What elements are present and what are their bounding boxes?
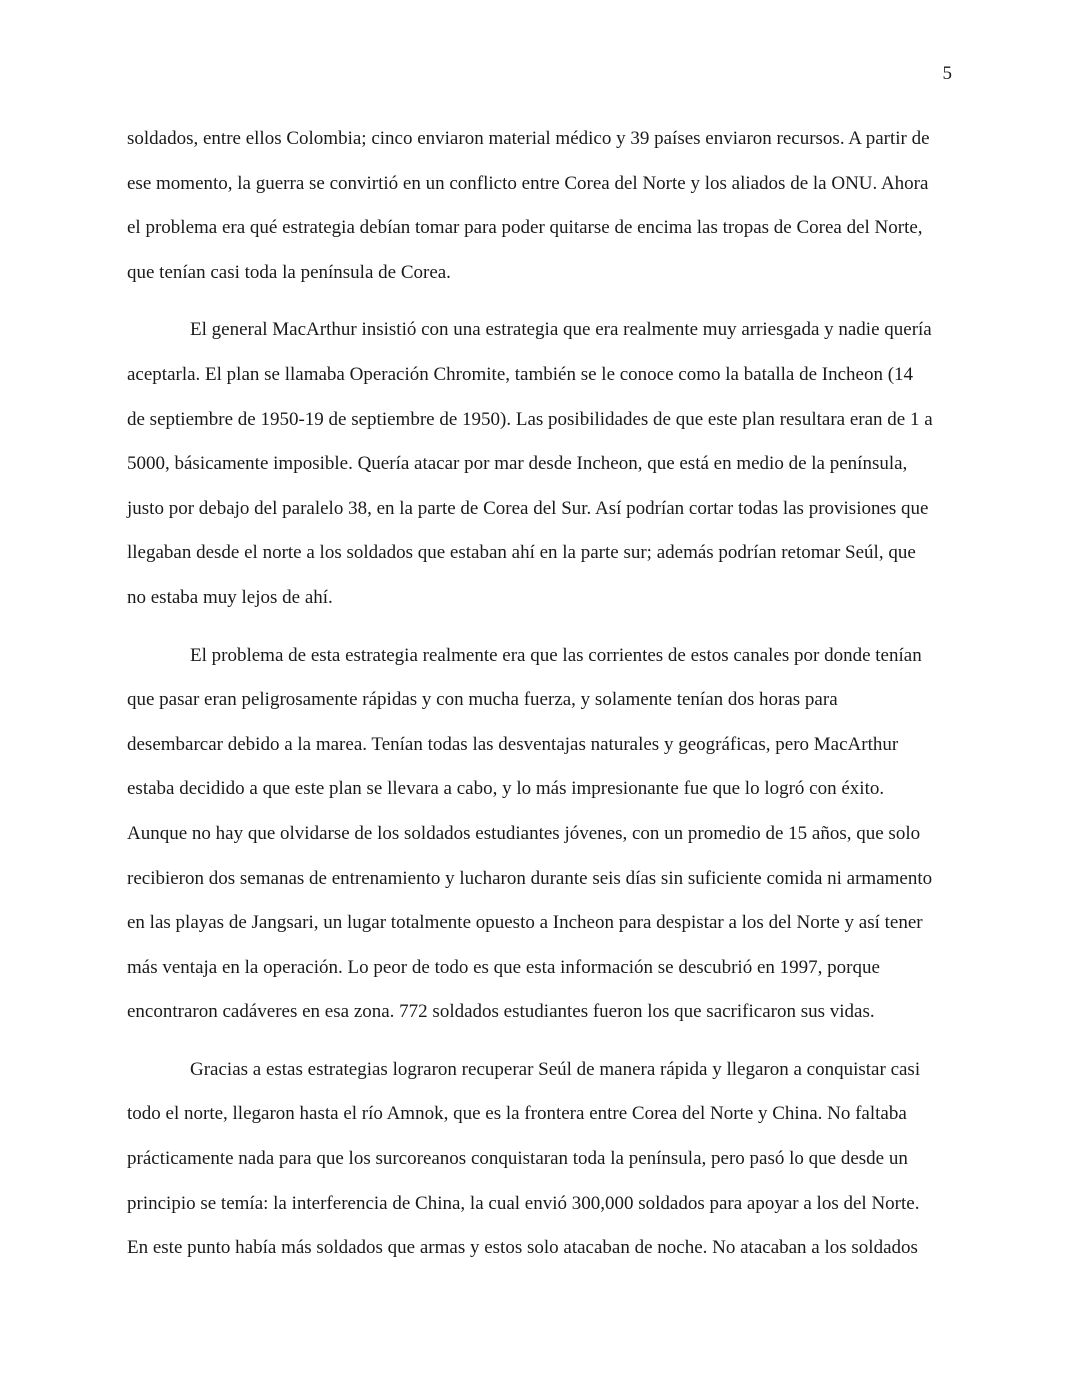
text-line: El general MacArthur insistió con una estrategia que era realmente muy arriesgada y nadie quería — [190, 319, 932, 341]
text-line: que tenían casi toda la península de Corea. — [127, 261, 451, 283]
text-line: de septiembre de 1950-19 de septiembre de 1950). Las posibilidades de que este plan resultara eran de 1 a — [127, 408, 933, 430]
paragraph-2 — [127, 308, 953, 620]
text-line: más ventaja en la operación. Lo peor de todo es que esta información se descubrió en 1997, porque — [127, 956, 880, 978]
text-line: Aunque no hay que olvidarse de los soldados estudiantes jóvenes, con un promedio de 15 años, que solo — [127, 822, 921, 844]
text-line: encontraron cadáveres en esa zona. 772 soldados estudiantes fueron los que sacrificaron sus vidas. — [127, 1001, 875, 1023]
paragraph-3 — [127, 634, 953, 1035]
text-line: llegaban desde el norte a los soldados que estaban ahí en la parte sur; además podrían retomar Seúl, que — [127, 542, 916, 564]
text-line: desembarcar debido a la marea. Tenían todas las desventajas naturales y geográficas, pero MacArthur — [127, 733, 899, 755]
paragraph-1 — [127, 117, 953, 295]
text-line: prácticamente nada para que los surcoreanos conquistaran toda la península, pero pasó lo que desde un — [127, 1148, 908, 1170]
page-number: 5 — [942, 63, 952, 84]
body-text — [127, 117, 953, 1271]
text-line: estaba decidido a que este plan se llevara a cabo, y lo más impresionante fue que lo logró con éxito. — [127, 778, 885, 800]
text-line: ese momento, la guerra se convirtió en un conflicto entre Corea del Norte y los aliados de la ONU. Ahora — [127, 172, 929, 194]
text-line: aceptarla. El plan se llamaba Operación Chromite, también se le conoce como la batalla de Incheon (14 — [127, 363, 914, 385]
text-line: En este punto había más soldados que armas y estos solo atacaban de noche. No atacaban a los soldados — [127, 1237, 918, 1259]
paragraph-4 — [127, 1048, 953, 1271]
text-line: 5000, básicamente imposible. Quería atacar por mar desde Incheon, que está en medio de la península, — [127, 453, 908, 475]
text-line: justo por debajo del paralelo 38, en la parte de Corea del Sur. Así podrían cortar todas las provisiones que — [127, 497, 929, 519]
text-line: no estaba muy lejos de ahí. — [127, 586, 333, 608]
text-line: en las playas de Jangsari, un lugar totalmente opuesto a Incheon para despistar a los del Norte y así tener — [127, 912, 923, 934]
text-line: Gracias a estas estrategias lograron recuperar Seúl de manera rápida y llegaron a conquistar casi — [190, 1058, 921, 1080]
text-line: principio se temía: la interferencia de China, la cual envió 300,000 soldados para apoyar a los del Norte. — [127, 1192, 920, 1214]
text-line: el problema era qué estrategia debían tomar para poder quitarse de encima las tropas de Corea del Norte, — [127, 217, 923, 239]
text-line: todo el norte, llegaron hasta el río Amnok, que es la frontera entre Corea del Norte y China. No faltaba — [127, 1103, 907, 1125]
text-line: soldados, entre ellos Colombia; cinco enviaron material médico y 39 países enviaron recursos. A partir de — [127, 128, 930, 149]
text-line: El problema de esta estrategia realmente era que las corrientes de estos canales por donde tenían — [190, 644, 922, 666]
text-line: recibieron dos semanas de entrenamiento y lucharon durante seis días sin suficiente comida ni armamento — [127, 867, 933, 889]
text-line: que pasar eran peligrosamente rápidas y con mucha fuerza, y solamente tenían dos horas para — [127, 689, 838, 711]
